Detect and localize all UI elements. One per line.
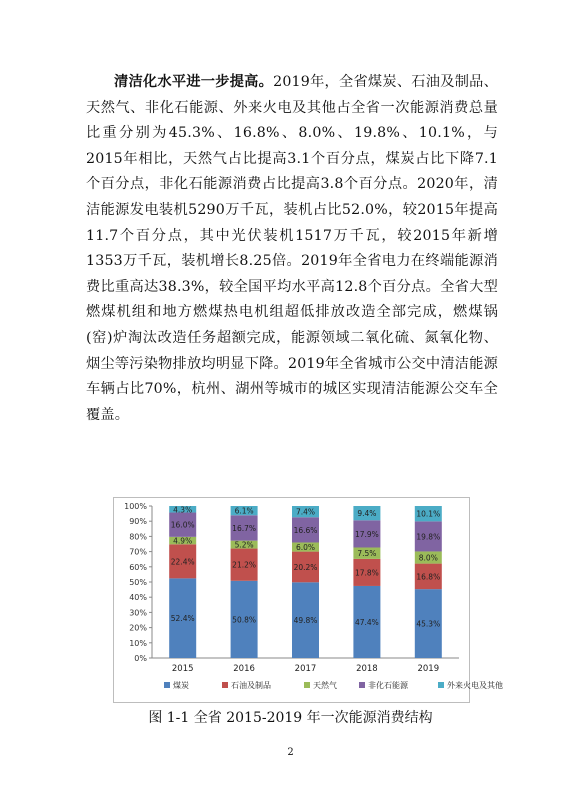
data-label: 16.8%	[416, 572, 441, 582]
legend-swatch	[438, 682, 444, 688]
data-label: 16.7%	[232, 523, 257, 533]
data-label: 6.0%	[295, 543, 316, 553]
data-label: 19.8%	[416, 532, 441, 542]
y-tick-label: 70%	[129, 547, 147, 557]
legend-label: 石油及制品	[231, 681, 271, 690]
data-label: 4.9%	[173, 536, 193, 546]
data-label: 5.2%	[234, 540, 254, 550]
data-label: 49.8%	[293, 616, 318, 626]
legend-label: 非化石能源	[368, 681, 408, 690]
y-tick-label: 80%	[129, 532, 147, 542]
legend-swatch	[304, 682, 310, 688]
y-tick-label: 60%	[129, 562, 147, 572]
x-tick-label: 2016	[233, 664, 255, 674]
body-paragraph	[86, 70, 498, 428]
data-label: 10.1%	[416, 509, 441, 519]
data-label: 20.2%	[293, 562, 318, 572]
y-tick-label: 30%	[129, 608, 147, 618]
data-label: 16.0%	[170, 520, 195, 530]
x-tick-label: 2017	[294, 664, 317, 674]
data-label: 6.1%	[234, 506, 254, 516]
data-label: 52.4%	[170, 614, 195, 624]
y-tick-label: 90%	[129, 517, 147, 527]
figure-caption: 图 1-1 全省 2015-2019 年一次能源消费结构	[148, 710, 433, 726]
data-label: 45.3%	[416, 619, 441, 629]
paragraph-lead-heading: 清洁化水平进一步提高。	[114, 74, 274, 90]
y-tick-label: 40%	[129, 593, 147, 603]
legend-swatch	[359, 682, 365, 688]
stacked-bar-chart	[114, 498, 503, 702]
legend-swatch	[164, 682, 170, 688]
data-label: 9.4%	[357, 509, 377, 519]
legend-label: 天然气	[313, 681, 337, 690]
data-label: 8.0%	[418, 553, 438, 563]
x-tick-label: 2019	[417, 664, 440, 674]
x-tick-label: 2015	[171, 664, 194, 674]
data-label: 17.9%	[354, 529, 379, 539]
y-tick-label: 20%	[129, 623, 147, 633]
y-tick-label: 50%	[129, 578, 147, 587]
data-label: 7.4%	[295, 507, 316, 517]
data-label: 16.6%	[293, 525, 318, 535]
y-tick-label: 0%	[134, 654, 147, 663]
paragraph-body-text: 2019年，全省煤炭、石油及制品、天然气、非化石能源、外来火电及其他占全省一次能源消费总量比重分别为45.3%、16.8%、8.0%、19.8%、10.1%，与2015年相比，天然气占比提高3.1个百分点，煤炭占比下降7.1个百分点，非化石能源消费占比提高3.8个百分点。2020年，清洁能源发电装机5290万千瓦，装机占比52.0%，较2015年提高11.7个百分点，其中光伏装机1517万千瓦，较2015年新增1353万千瓦，装机增长8.25倍。2019年全省电力在终端能源消费比重高达38.3%，较全国平均水平高12.8个百分点。全省大型燃煤机组和地方燃煤热电机组超低排放改造全部完成，燃煤锅(窑)炉淘汰改造任务超额完成，能源领域二氧化硫、氮氧化物、烟尘等污染物排放均明显下降。2019年全省城市公交中清洁能源车辆占比70%，杭州、湖州等城市的城区实现清洁能源公交车全覆盖。	[86, 74, 499, 423]
data-label: 4.3%	[173, 505, 193, 515]
data-label: 17.8%	[354, 568, 379, 578]
y-tick-label: 10%	[129, 638, 147, 648]
legend-swatch	[222, 682, 228, 688]
legend-label: 外来火电及其他	[447, 681, 503, 690]
y-tick-label: 100%	[124, 502, 147, 511]
x-tick-label: 2018	[356, 664, 378, 674]
data-label: 21.2%	[232, 560, 257, 570]
legend-label: 煤炭	[173, 681, 189, 690]
data-label: 47.4%	[354, 617, 379, 627]
energy-structure-chart	[113, 497, 503, 703]
data-label: 7.5%	[357, 549, 377, 559]
data-label: 22.4%	[170, 557, 195, 567]
page-number: 2	[287, 747, 294, 758]
data-label: 50.8%	[232, 615, 257, 625]
